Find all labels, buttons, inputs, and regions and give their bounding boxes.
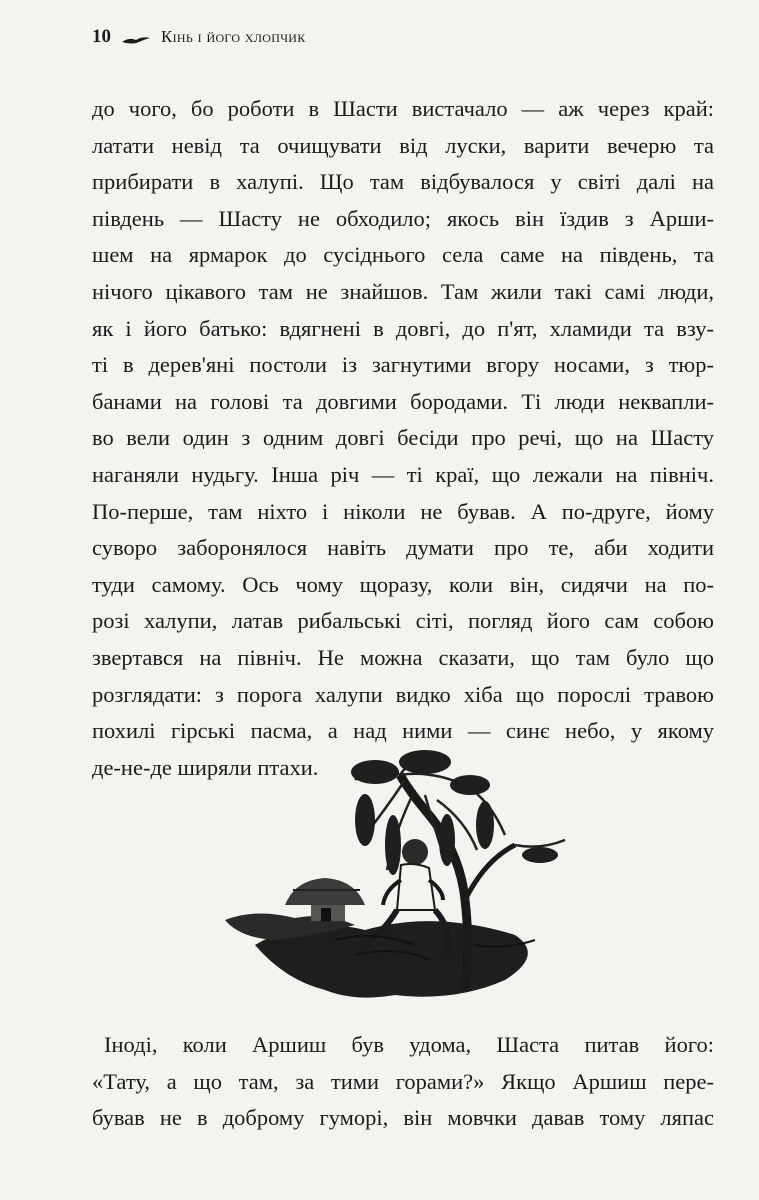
text-line: прибирати в халупі. Що там відбувалося у світі далі на <box>92 169 714 195</box>
text-line: наганяли нудьгу. Інша річ — ті краї, що лежали на північ. <box>92 461 714 487</box>
text-line: ті в дерев'яні постоли із загнутими вгору носами, з тюр- <box>92 352 714 378</box>
text-line: похилі гірські пасма, а над ними — синє небо, у якому <box>92 718 714 744</box>
text-line: південь — Шасту не обходило; якось він їздив з Арши- <box>92 205 714 231</box>
text-line: бував не в доброму гуморі, він мовчки давав тому ляпас <box>92 1105 714 1131</box>
text-line: до чого, бо роботи в Шасти вистачало — аж через край: <box>92 96 714 121</box>
boy-under-tree-illustration <box>215 740 585 1008</box>
text-line: Іноді, коли Аршиш був удома, Шаста питав його: <box>104 1032 714 1057</box>
page-header <box>92 26 306 48</box>
text-line: латати невід та очищувати від луски, варити вечерю та <box>92 132 714 158</box>
paragraph-1 <box>92 91 714 786</box>
text-line: нічого цікавого там не знайшов. Там жили такі самі люди, <box>92 278 714 304</box>
text-line: де-не-де ширяли птахи. <box>92 754 319 780</box>
text-line: туди самому. Ось чому щоразу, коли він, сидячи на по- <box>92 571 714 597</box>
text-line: як і його батько: вдягнені в довгі, до п'ят, хламиди та взу- <box>92 315 714 341</box>
text-line: банами на голові та довгими бородами. Ті люди неквапли- <box>92 388 714 414</box>
text-line: суворо заборонялося навіть думати про те, аби ходити <box>92 535 714 561</box>
bird-ornament-icon <box>121 31 151 43</box>
running-title: Кінь і його хлопчик <box>161 27 306 46</box>
text-line: розглядати: з порога халупи видко хіба що порослі травою <box>92 681 714 707</box>
text-line: розі халупи, латав рибальські сіті, погляд його сам собою <box>92 608 714 634</box>
text-line: звертався на північ. Не можна сказати, що там було що <box>92 644 714 670</box>
page-number: 10 <box>92 26 111 47</box>
text-line: По-перше, там ніхто і ніколи не бував. А по-друге, йому <box>92 498 714 524</box>
text-line: шем на ярмарок до сусіднього села саме на південь, та <box>92 242 714 268</box>
text-line: «Тату, а що там, за тими горами?» Якщо Аршиш пере- <box>92 1068 714 1094</box>
paragraph-2 <box>92 1027 714 1137</box>
text-line: во вели один з одним довгі бесіди про речі, що на Шасту <box>92 425 714 451</box>
